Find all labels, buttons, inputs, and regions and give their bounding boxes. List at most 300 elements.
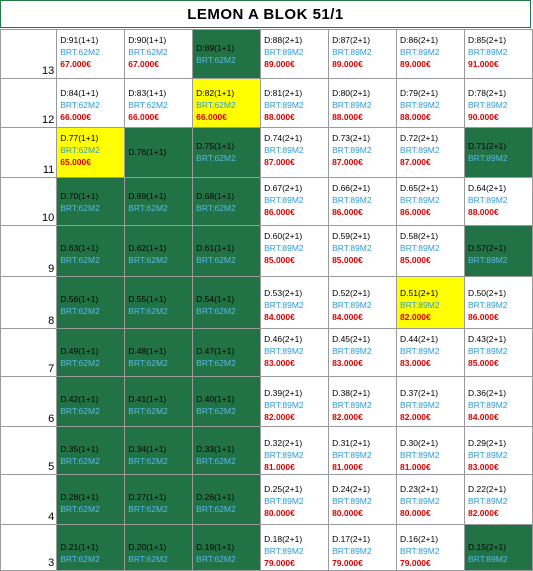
apartment-cell[interactable] <box>125 178 193 226</box>
apartment-area: BRT:89M2 <box>264 496 304 506</box>
apartment-cell[interactable] <box>464 128 532 178</box>
apartment-code: D.73(2+1) <box>332 133 371 143</box>
apartment-area: BRT:89M2 <box>467 153 508 163</box>
apartment-info <box>57 226 124 266</box>
apartment-area: BRT:89M2 <box>400 346 440 356</box>
apartment-code: D.38(2+1) <box>332 388 371 398</box>
floor-number-cell[interactable] <box>1 475 57 525</box>
floor-number: 12 <box>42 114 55 126</box>
apartment-area: BRT:89M2 <box>332 195 372 205</box>
apartment-code: D.60(2+1) <box>264 231 303 241</box>
apartment-area: BRT:89M2 <box>264 546 304 556</box>
apartment-info <box>261 30 328 70</box>
apartment-info <box>397 377 464 423</box>
apartment-area: BRT:62M2 <box>128 456 168 466</box>
apartment-info <box>261 277 328 323</box>
apartment-code: D:88(2+1) <box>264 35 303 45</box>
apartment-info <box>397 178 464 218</box>
apartment-price: 79.000€ <box>400 558 431 568</box>
apartment-price: 86.000€ <box>400 207 431 217</box>
apartment-cell[interactable] <box>329 226 397 277</box>
apartment-area: BRT:89M2 <box>332 496 372 506</box>
apartment-cell[interactable] <box>261 525 329 571</box>
apartment-cell[interactable] <box>329 475 397 525</box>
apartment-cell[interactable] <box>329 525 397 571</box>
apartment-price: 81.000€ <box>400 462 431 472</box>
apartment-cell[interactable] <box>397 475 465 525</box>
apartment-code: D.15(2+1) <box>467 542 507 552</box>
apartment-cell[interactable] <box>193 79 261 128</box>
apartment-area: BRT:89M2 <box>264 100 304 110</box>
apartment-cell[interactable] <box>464 475 532 525</box>
apartment-cell[interactable] <box>464 427 532 475</box>
apartment-cell[interactable] <box>193 427 261 475</box>
floor-row <box>1 377 533 427</box>
apartment-cell[interactable] <box>125 226 193 277</box>
floor-number-cell[interactable] <box>1 525 57 571</box>
apartment-price: 80.000€ <box>332 508 363 518</box>
apartment-cell[interactable] <box>57 30 125 79</box>
floor-number-cell[interactable] <box>1 329 57 377</box>
apartment-cell[interactable] <box>193 525 261 571</box>
apartment-code: D.24(2+1) <box>332 484 371 494</box>
floor-number: 13 <box>42 65 55 77</box>
apartment-cell[interactable] <box>261 178 329 226</box>
apartment-price: 86.000€ <box>467 312 499 322</box>
apartment-cell[interactable] <box>397 525 465 571</box>
apartment-price: 87.000€ <box>332 157 363 167</box>
apartment-code: D.19(1+1) <box>196 542 235 552</box>
apartment-area: BRT:62M2 <box>196 55 236 65</box>
apartment-code: D:89(1+1) <box>196 43 235 53</box>
apartment-cell[interactable] <box>397 30 465 79</box>
apartment-area: BRT:62M2 <box>196 358 236 368</box>
apartment-area: BRT:62M2 <box>128 255 168 265</box>
floor-number-cell[interactable] <box>1 377 57 427</box>
apartment-price: 79.000€ <box>264 558 295 568</box>
apartment-code: D.40(1+1) <box>196 394 235 404</box>
apartment-code: D.20(1+1) <box>128 542 167 552</box>
floor-number: 9 <box>48 263 55 275</box>
apartment-area: BRT:62M2 <box>60 100 100 110</box>
apartment-code: D.45(2+1) <box>332 334 371 344</box>
apartment-cell[interactable] <box>397 226 465 277</box>
apartment-code: D:79(2+1) <box>400 88 439 98</box>
apartment-code: D.30(2+1) <box>400 438 439 448</box>
apartment-code: D:86(2+1) <box>400 35 439 45</box>
floor-number: 8 <box>48 315 55 327</box>
apartment-info <box>193 128 260 164</box>
apartment-code: D.26(1+1) <box>196 492 235 502</box>
apartment-code: D.71(2+1) <box>467 141 507 151</box>
apartment-cell[interactable] <box>329 329 397 377</box>
apartment-cell[interactable] <box>329 178 397 226</box>
apartment-cell[interactable] <box>464 79 532 128</box>
floor-number: 6 <box>48 413 55 425</box>
apartment-price: 84.000€ <box>264 312 295 322</box>
apartment-price: 85.000€ <box>264 255 295 265</box>
apartment-price: 65.000€ <box>60 157 91 167</box>
apartment-cell[interactable] <box>261 30 329 79</box>
apartment-cell[interactable] <box>125 525 193 571</box>
apartment-info <box>329 128 396 168</box>
apartment-info <box>329 377 396 423</box>
apartment-grid-body <box>1 30 533 571</box>
apartment-code: D:90(1+1) <box>128 35 167 45</box>
apartment-area: BRT:89M2 <box>332 243 372 253</box>
apartment-code: D.59(2+1) <box>332 231 371 241</box>
apartment-cell[interactable] <box>57 79 125 128</box>
apartment-info <box>329 525 396 569</box>
apartment-info <box>397 128 464 168</box>
apartment-area: BRT:89M2 <box>400 100 440 110</box>
apartment-info <box>465 329 532 369</box>
apartment-cell[interactable] <box>193 377 261 427</box>
apartment-area: BRT:62M2 <box>196 100 236 110</box>
apartment-code: D.58(2+1) <box>400 231 439 241</box>
apartment-cell[interactable] <box>57 226 125 277</box>
apartment-info <box>125 277 192 317</box>
apartment-area: BRT:89M2 <box>400 300 440 310</box>
apartment-price: 85.000€ <box>400 255 431 265</box>
apartment-info <box>465 178 532 218</box>
floor-row <box>1 128 533 178</box>
apartment-info <box>193 30 260 66</box>
apartment-cell[interactable] <box>397 277 465 329</box>
apartment-info <box>465 377 532 423</box>
apartment-area: BRT:62M2 <box>128 504 168 514</box>
apartment-info <box>193 525 260 565</box>
floor-number-cell[interactable] <box>1 226 57 277</box>
apartment-cell[interactable] <box>57 377 125 427</box>
apartment-area: BRT:89M2 <box>400 450 440 460</box>
floor-number: 4 <box>48 511 55 523</box>
apartment-area: BRT:62M2 <box>60 358 100 368</box>
apartment-area: BRT:62M2 <box>196 406 236 416</box>
floor-number-cell[interactable] <box>1 427 57 475</box>
apartment-cell[interactable] <box>329 30 397 79</box>
apartment-info <box>261 329 328 369</box>
apartment-info <box>193 226 260 266</box>
apartment-info <box>329 427 396 473</box>
floor-row <box>1 79 533 128</box>
apartment-price: 90.000€ <box>467 112 499 122</box>
apartment-info <box>329 30 396 70</box>
apartment-info <box>465 427 532 473</box>
apartment-cell[interactable] <box>397 178 465 226</box>
apartment-cell[interactable] <box>57 525 125 571</box>
apartment-cell[interactable] <box>464 377 532 427</box>
apartment-code: D.17(2+1) <box>332 534 371 544</box>
apartment-area: BRT:89M2 <box>264 400 304 410</box>
apartment-cell[interactable] <box>397 128 465 178</box>
apartment-price: 87.000€ <box>400 157 431 167</box>
apartment-info <box>125 427 192 467</box>
apartment-code: D.34(1+1) <box>128 444 167 454</box>
apartment-price: 89.000€ <box>332 59 363 69</box>
apartment-area: BRT:62M2 <box>60 203 100 213</box>
apartment-info <box>465 226 532 266</box>
apartment-price: 83.000€ <box>400 358 431 368</box>
apartment-info <box>465 79 532 123</box>
apartment-info <box>397 277 464 323</box>
apartment-area: BRT:62M2 <box>60 554 100 564</box>
apartment-price: 88.000€ <box>400 112 431 122</box>
apartment-cell[interactable] <box>397 79 465 128</box>
apartment-info <box>261 475 328 519</box>
apartment-area: BRT:89M2 <box>467 496 508 506</box>
apartment-info <box>57 178 124 214</box>
apartment-code: D.72(2+1) <box>400 133 439 143</box>
apartment-price: 86.000€ <box>332 207 363 217</box>
apartment-area: BRT:89M2 <box>332 47 372 57</box>
floor-number-cell[interactable] <box>1 277 57 329</box>
apartment-info <box>57 79 124 123</box>
apartment-code: D.55(1+1) <box>128 294 167 304</box>
floor-row <box>1 178 533 226</box>
apartment-area: BRT:89M2 <box>264 47 304 57</box>
apartment-area: BRT:62M2 <box>196 554 236 564</box>
apartment-cell[interactable] <box>464 525 532 571</box>
apartment-code: D:85(2+1) <box>467 35 507 45</box>
apartment-cell[interactable] <box>261 277 329 329</box>
apartment-area: BRT:62M2 <box>60 406 100 416</box>
apartment-code: D:82(1+1) <box>196 88 235 98</box>
apartment-info <box>125 329 192 369</box>
apartment-price: 84.000€ <box>467 412 499 422</box>
apartment-price: 82.000€ <box>264 412 295 422</box>
apartment-info <box>193 475 260 515</box>
apartment-area: BRT:89M2 <box>400 243 440 253</box>
apartment-cell[interactable] <box>57 128 125 178</box>
floor-row <box>1 427 533 475</box>
apartment-info <box>329 277 396 323</box>
apartment-code: D.56(1+1) <box>60 294 99 304</box>
apartment-cell[interactable] <box>397 329 465 377</box>
apartment-price: 82.000€ <box>467 508 499 518</box>
apartment-cell[interactable] <box>329 277 397 329</box>
apartment-code: D.29(2+1) <box>467 438 507 448</box>
apartment-code: D.41(1+1) <box>128 394 167 404</box>
apartment-cell[interactable] <box>125 475 193 525</box>
apartment-price: 88.000€ <box>467 207 499 217</box>
apartment-code: D.63(1+1) <box>60 243 99 253</box>
apartment-code: D.57(2+1) <box>467 243 507 253</box>
floor-row <box>1 226 533 277</box>
apartment-code: D:87(2+1) <box>332 35 371 45</box>
apartment-cell[interactable] <box>261 128 329 178</box>
apartment-cell[interactable] <box>125 128 193 178</box>
apartment-cell[interactable] <box>193 329 261 377</box>
apartment-area: BRT:62M2 <box>196 153 236 163</box>
apartment-cell[interactable] <box>261 475 329 525</box>
apartment-info <box>397 79 464 123</box>
apartment-info <box>465 475 532 519</box>
apartment-area: BRT:62M2 <box>196 456 236 466</box>
apartment-info <box>329 226 396 266</box>
apartment-cell[interactable] <box>329 427 397 475</box>
apartment-area: BRT:62M2 <box>60 456 100 466</box>
apartment-price: 80.000€ <box>400 508 431 518</box>
apartment-cell[interactable] <box>125 427 193 475</box>
apartment-info <box>261 226 328 266</box>
apartment-cell[interactable] <box>397 377 465 427</box>
apartment-code: D.54(1+1) <box>196 294 235 304</box>
apartment-price: 88.000€ <box>264 112 295 122</box>
apartment-price: 89.000€ <box>264 59 295 69</box>
floor-row <box>1 329 533 377</box>
apartment-price: 67.000€ <box>128 59 159 69</box>
apartment-cell[interactable] <box>261 329 329 377</box>
apartment-code: D.36(2+1) <box>467 388 507 398</box>
apartment-code: D.25(2+1) <box>264 484 303 494</box>
apartment-code: D.16(2+1) <box>400 534 439 544</box>
apartment-area: BRT:89M2 <box>332 145 372 155</box>
apartment-price: 82.000€ <box>400 312 431 322</box>
apartment-info <box>193 329 260 369</box>
apartment-code: D.68(1+1) <box>196 191 235 201</box>
apartment-cell[interactable] <box>57 178 125 226</box>
apartment-area: BRT:89M2 <box>264 300 304 310</box>
apartment-area: BRT:89M2 <box>264 195 304 205</box>
apartment-info <box>57 329 124 369</box>
apartment-cell[interactable] <box>329 128 397 178</box>
apartment-cell[interactable] <box>193 178 261 226</box>
apartment-info <box>193 277 260 317</box>
apartment-price: 66.000€ <box>196 112 227 122</box>
apartment-cell[interactable] <box>193 277 261 329</box>
apartment-info <box>397 427 464 473</box>
apartment-area: BRT:62M2 <box>128 554 168 564</box>
apartment-cell[interactable] <box>464 178 532 226</box>
apartment-area: BRT:62M2 <box>60 255 100 265</box>
apartment-code: D.75(1+1) <box>196 141 235 151</box>
apartment-info <box>329 475 396 519</box>
apartment-cell[interactable] <box>193 128 261 178</box>
apartment-code: D.64(2+1) <box>467 183 507 193</box>
apartment-price: 81.000€ <box>264 462 295 472</box>
apartment-info <box>57 128 124 168</box>
apartment-info <box>57 377 124 417</box>
apartment-cell[interactable] <box>329 377 397 427</box>
apartment-code: D.66(2+1) <box>332 183 371 193</box>
apartment-area: BRT:89M2 <box>400 47 440 57</box>
apartment-code: D:83(1+1) <box>128 88 167 98</box>
apartment-code: D.50(2+1) <box>467 288 507 298</box>
apartment-info <box>329 79 396 123</box>
floor-number: 5 <box>48 461 55 473</box>
apartment-area: BRT:89M2 <box>264 145 304 155</box>
apartment-code: D.43(2+1) <box>467 334 507 344</box>
apartment-code: D:84(1+1) <box>60 88 99 98</box>
apartment-info <box>465 30 532 70</box>
apartment-code: D.21(1+1) <box>60 542 99 552</box>
apartment-code: D.18(2+1) <box>264 534 303 544</box>
apartment-code: D:81(2+1) <box>264 88 303 98</box>
apartment-code: D.27(1+1) <box>128 492 167 502</box>
apartment-cell[interactable] <box>125 329 193 377</box>
apartment-area: BRT:89M2 <box>467 47 508 57</box>
floor-row <box>1 475 533 525</box>
apartment-code: D.33(1+1) <box>196 444 235 454</box>
apartment-info <box>397 226 464 266</box>
apartment-cell[interactable] <box>464 329 532 377</box>
apartment-area: BRT:89M2 <box>332 346 372 356</box>
apartment-cell[interactable] <box>57 277 125 329</box>
apartment-cell[interactable] <box>57 475 125 525</box>
floor-number: 7 <box>48 363 55 375</box>
apartment-cell[interactable] <box>125 30 193 79</box>
apartment-price: 85.000€ <box>467 358 499 368</box>
apartment-info <box>125 30 192 70</box>
apartment-info <box>57 475 124 515</box>
apartment-info <box>261 79 328 123</box>
apartment-code: D.48(1+1) <box>128 346 167 356</box>
apartment-code: D.23(2+1) <box>400 484 439 494</box>
apartment-cell[interactable] <box>261 226 329 277</box>
apartment-cell[interactable] <box>125 79 193 128</box>
apartment-info <box>261 178 328 218</box>
apartment-code: D.31(2+1) <box>332 438 371 448</box>
apartment-cell[interactable] <box>261 377 329 427</box>
apartment-price: 66.000€ <box>128 112 159 122</box>
apartment-code: D:91(1+1) <box>60 35 99 45</box>
apartment-code: D.70(1+1) <box>60 191 99 201</box>
apartment-price: 80.000€ <box>264 508 295 518</box>
sheet-title-bar <box>0 0 531 28</box>
apartment-cell[interactable] <box>397 427 465 475</box>
apartment-price: 67.000€ <box>60 59 91 69</box>
apartment-cell[interactable] <box>464 277 532 329</box>
floor-number-cell[interactable] <box>1 79 57 128</box>
apartment-cell[interactable] <box>261 427 329 475</box>
apartment-cell[interactable] <box>193 475 261 525</box>
apartment-price: 66.000€ <box>60 112 91 122</box>
apartment-code: D.37(2+1) <box>400 388 439 398</box>
apartment-cell[interactable] <box>125 377 193 427</box>
apartment-price: 81.000€ <box>332 462 363 472</box>
apartment-cell[interactable] <box>329 79 397 128</box>
apartment-cell[interactable] <box>261 79 329 128</box>
apartment-cell[interactable] <box>125 277 193 329</box>
apartment-info <box>261 427 328 473</box>
apartment-price: 82.000€ <box>332 412 363 422</box>
apartment-cell[interactable] <box>57 329 125 377</box>
floor-number-cell[interactable] <box>1 30 57 79</box>
apartment-price: 84.000€ <box>332 312 363 322</box>
sheet-title: LEMON A BLOK 51/1 <box>187 5 344 23</box>
apartment-cell[interactable] <box>57 427 125 475</box>
floor-number-cell[interactable] <box>1 178 57 226</box>
apartment-info <box>329 329 396 369</box>
apartment-area: BRT:89M2 <box>400 145 440 155</box>
apartment-cell[interactable] <box>193 30 261 79</box>
apartment-info <box>125 475 192 515</box>
apartment-area: BRT:89M2 <box>332 450 372 460</box>
apartment-area: BRT:62M2 <box>196 255 236 265</box>
apartment-cell[interactable] <box>464 226 532 277</box>
apartment-cell[interactable] <box>193 226 261 277</box>
apartment-price: 86.000€ <box>264 207 295 217</box>
floor-number-cell[interactable] <box>1 128 57 178</box>
apartment-area: BRT:89M2 <box>400 195 440 205</box>
apartment-cell[interactable] <box>464 30 532 79</box>
apartment-code: D.49(1+1) <box>60 346 99 356</box>
apartment-code: D:80(2+1) <box>332 88 371 98</box>
apartment-price: 83.000€ <box>264 358 295 368</box>
apartment-price: 89.000€ <box>400 59 431 69</box>
apartment-info <box>261 377 328 423</box>
